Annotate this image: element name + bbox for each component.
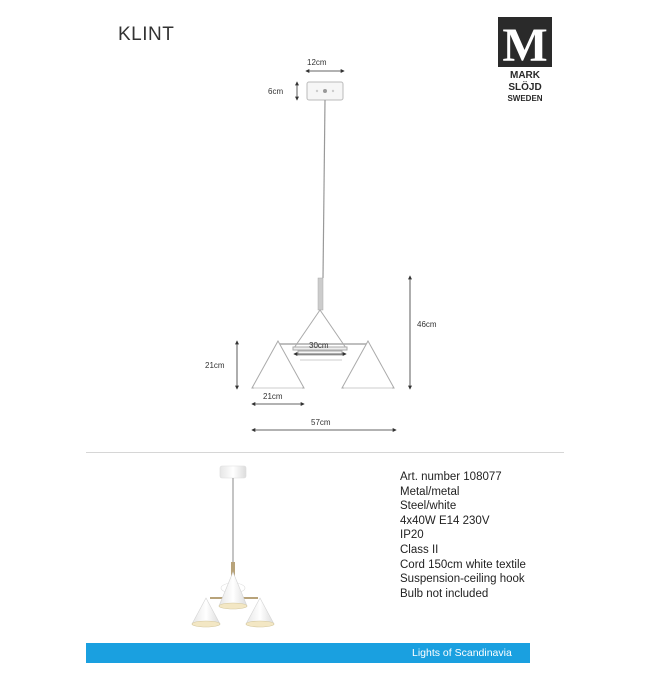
spec-material: Metal/metal [400,485,460,498]
logo-line-2: SLÖJD [508,82,542,93]
dim-total-height: 46cm [417,320,437,329]
center-shade [293,310,347,360]
dim-shade-height: 21cm [205,361,225,370]
product-title: KLINT [118,24,175,45]
footer-bar [86,643,530,663]
section-divider [86,452,564,453]
dim-total-width: 57cm [311,418,331,427]
dim-canopy-height: 6cm [268,87,284,96]
spec-finish: Steel/white [400,500,457,513]
spec-class: Class II [400,543,439,556]
right-shade [342,341,394,388]
stem [318,278,323,310]
spec-bulbs: 4x40W E14 230V [400,514,490,527]
spec-list [400,470,526,601]
logo-line-3: SWEDEN [507,94,543,103]
dim-canopy-width: 12cm [307,58,327,67]
product-photo [180,458,290,638]
cord [323,100,325,278]
spec-mounting: Suspension-ceiling hook [400,573,525,586]
spec-article-number: Art. number 108077 [400,471,502,483]
canopy [307,82,343,100]
footer-text: Lights of Scandinavia [412,647,512,659]
spec-bulb-note: Bulb not included [400,587,489,600]
spec-ip-rating: IP20 [400,529,424,542]
logo-line-1: MARK [510,70,540,81]
logo-letter: M [502,19,548,72]
spec-cord: Cord 150cm white textile [400,558,526,571]
dim-shade-width: 21cm [263,392,283,401]
dim-center-shade-width: 30cm [309,341,329,350]
